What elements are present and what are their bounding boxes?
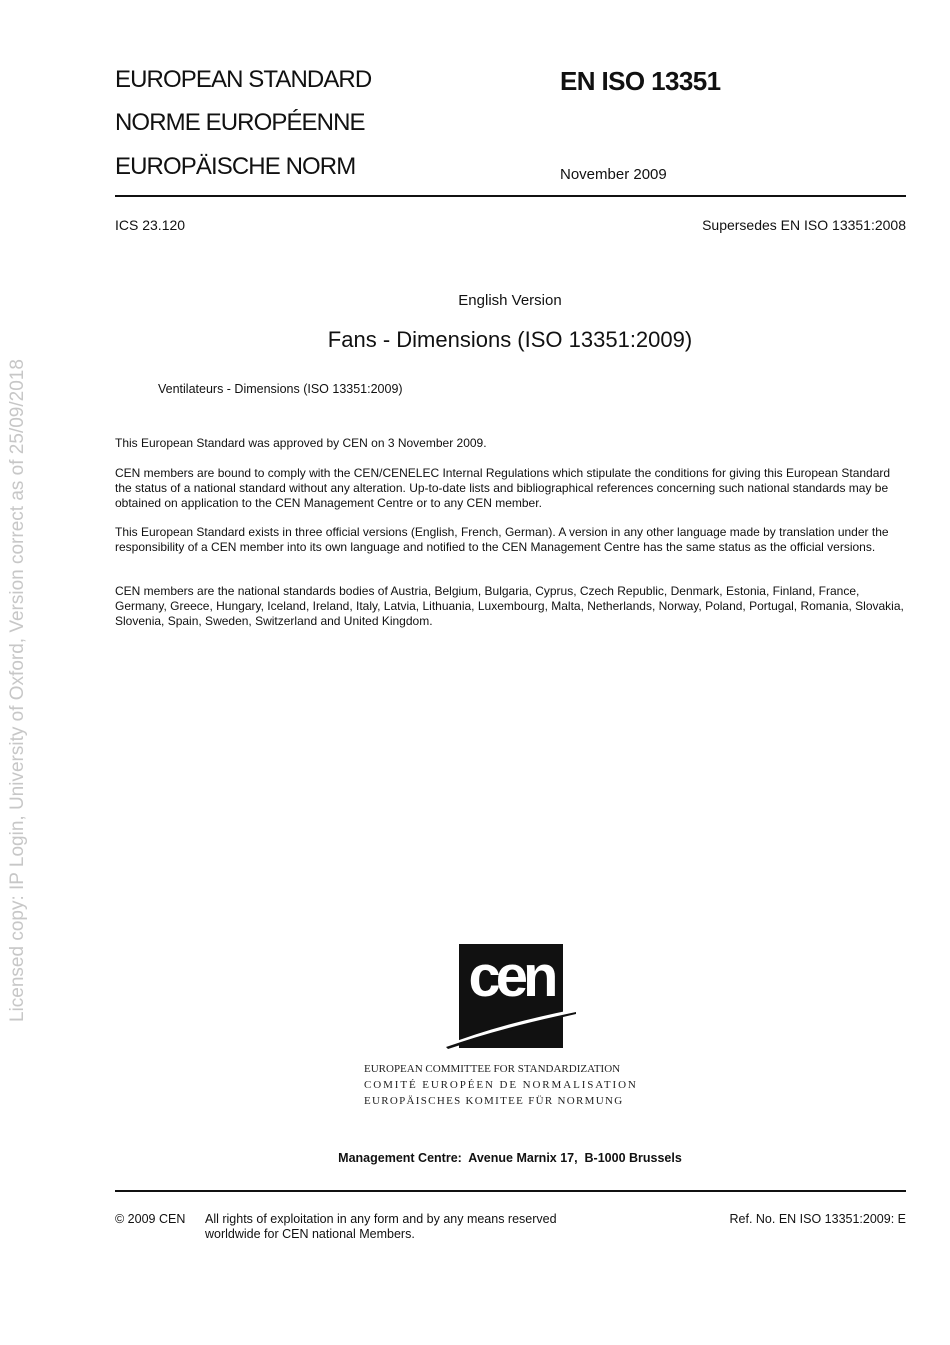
main-title: Fans - Dimensions (ISO 13351:2009) [327,327,693,352]
approval-paragraph: This European Standard was approved by CEN on 3 November 2009. [115,436,487,450]
title-europaische-norm: EUROPÄISCHE NORM [115,153,356,180]
footer-rule [115,1190,906,1192]
reference-number: Ref. No. EN ISO 13351:2009: E [729,1212,906,1226]
license-watermark: Licensed copy: IP Login, University of Oxford, Version correct as of 25/09/2018 [7,359,28,1022]
cen-name-en: EUROPEAN COMMITTEE FOR STANDARDIZATION [364,1063,621,1075]
regulations-paragraph: CEN members are bound to comply with the CEN/CENELEC Internal Regulations which stipulate the conditions for giving this European Standard the status of a national standard without any alteration. Up-to-date lists and bibliographical references concerning such national standards may be obtained on application to the CEN Management Centre or to any CEN member. [115,466,891,510]
title-norme-europeenne: NORME EUROPÉENNE [115,109,365,136]
header-rule [115,195,906,197]
version-label: English Version [458,292,562,309]
title-european-standard: EUROPEAN STANDARD [115,66,372,93]
cen-name-fr: COMITÉ EUROPÉEN DE NORMALISATION [364,1079,638,1091]
cen-name-de: EUROPÄISCHES KOMITEE FÜR NORMUNG [364,1095,624,1107]
supersedes-note: Supersedes EN ISO 13351:2008 [702,217,906,233]
copyright: © 2009 CEN [115,1212,186,1226]
french-title: Ventilateurs - Dimensions (ISO 13351:2009) [158,382,403,396]
cen-logo-text: cen [468,944,554,1009]
standard-number: EN ISO 13351 [560,66,721,96]
rights-line-1: All rights of exploitation in any form and by any means reserved [205,1212,557,1226]
cen-logo-graphic [440,944,580,1050]
rights-line-2: worldwide for CEN national Members. [205,1227,415,1241]
members-paragraph: CEN members are the national standards bodies of Austria, Belgium, Bulgaria, Cyprus, Czech Republic, Denmark, Estonia, Finland, France, Germany, Greece, Hungary, Iceland, Ireland, Italy, Latvia, Lithuania, Luxembourg, Malta, Netherlands, Norway, Poland, Portugal, Romania, Slovakia, Slovenia, Spain, Sweden, Switzerland and United Kingdom. [115,584,904,628]
ics-code: ICS 23.120 [115,217,186,233]
cen-logo [440,944,580,1050]
management-centre: Management Centre: Avenue Marnix 17, B-1000 Brussels [338,1151,682,1165]
versions-paragraph: This European Standard exists in three official versions (English, French, German). A version in any other language made by translation under the responsibility of a CEN member into its own language and notified to the CEN Management Centre has the same status as the official versions. [115,525,889,554]
publication-date: November 2009 [560,166,667,183]
